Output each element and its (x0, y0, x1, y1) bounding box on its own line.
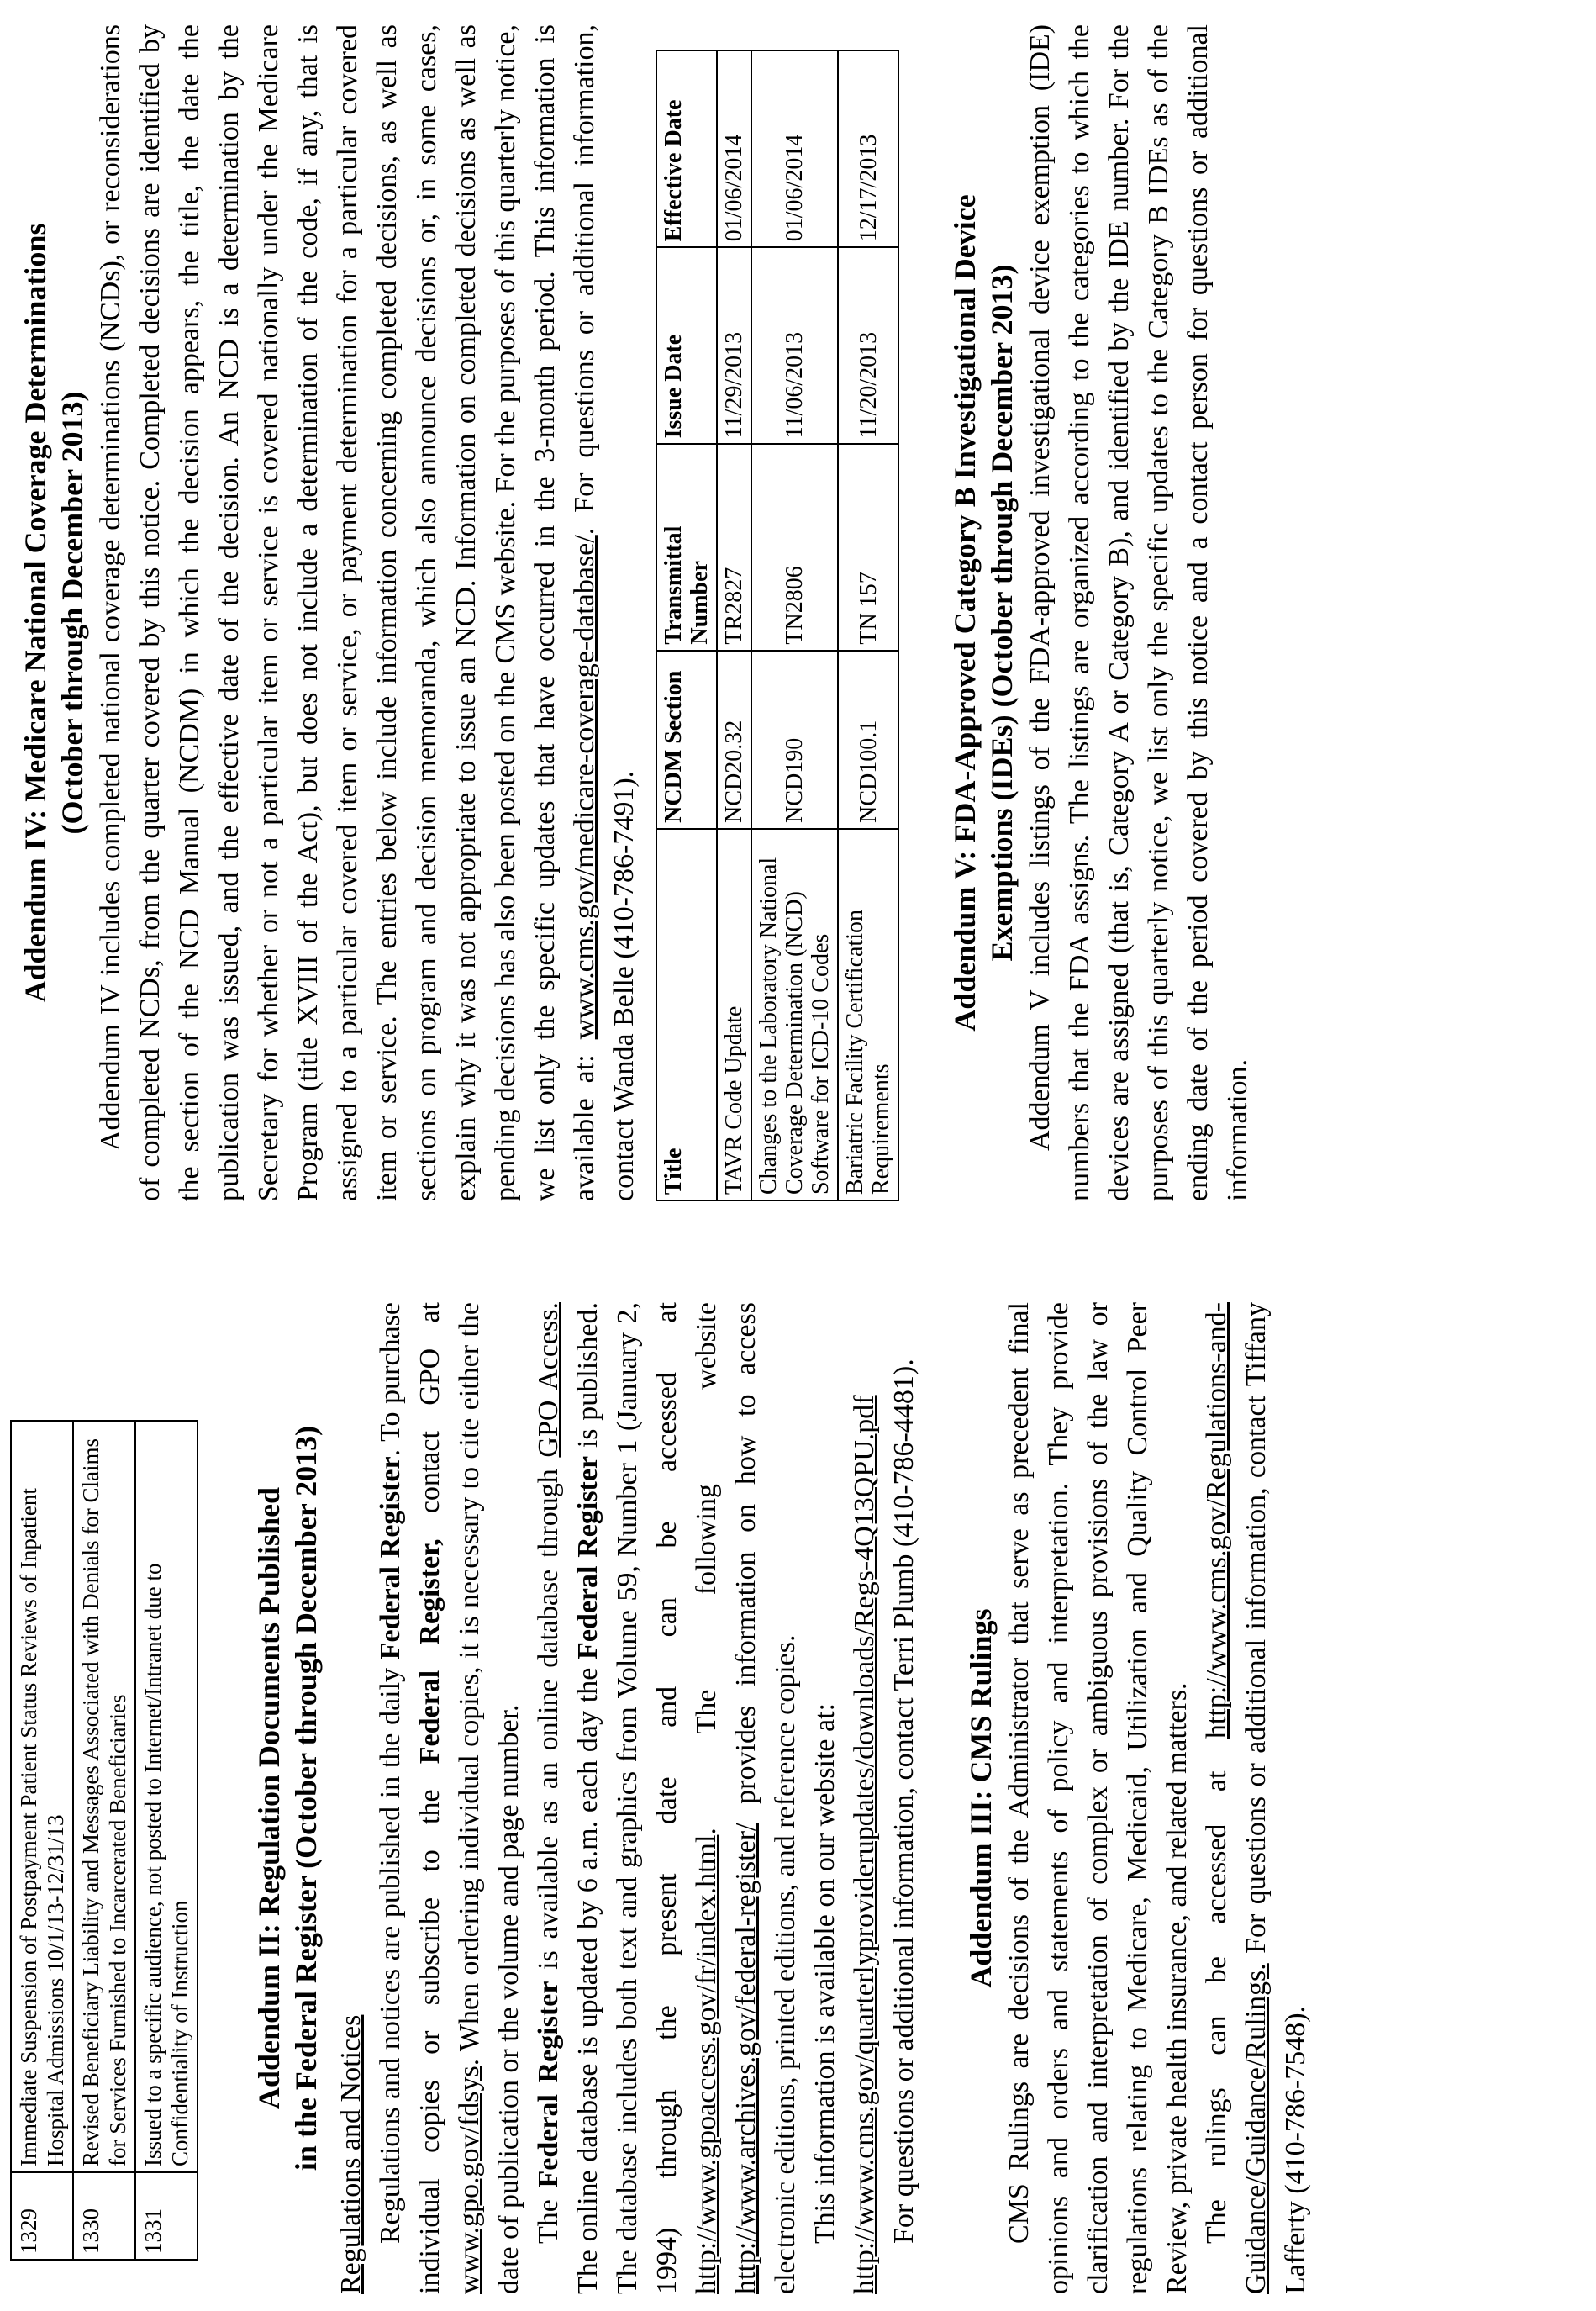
addendum3-paragraph-1: CMS Rulings are decisions of the Administrator that serve as precedent final opinions and orders and statements of policy and interpretation. They provide clarification and interpretation of complex or ambiguous provisions of the law or regulations relating to Medicare, Medicaid, Utilization and Quality Control Peer Review, private health insurance, and related matters. (1003, 1302, 1193, 2294)
addendum2-paragraph-4: For questions or additional information, contact Terri Plumb (410-786-4481). (888, 1359, 919, 2244)
addendum2-paragraph-1 (371, 1302, 529, 2294)
gpo-link[interactable]: www.gpo.gov/fdsys (454, 2066, 485, 2294)
text: Federal Register, (414, 1538, 445, 1765)
text: Federal Register (533, 1981, 564, 2188)
table-cell: 01/06/2014 (717, 50, 751, 247)
heading-line: (October through December 2013) (55, 391, 89, 835)
text: . When ordering individual copies, it is necessary to cite either the date of publication or the volume and page number. (454, 1302, 524, 2294)
text: GPO Access. (533, 1302, 564, 1458)
left-column (0, 1302, 1315, 2294)
text: For questions or additional information, contact Tiffany Lafferty (410-786-7548). (1240, 1302, 1311, 2294)
transmittal-number: 1330 (73, 2172, 135, 2260)
addendum5-heading (946, 24, 1020, 1201)
column-header: Transmittal Number (656, 444, 717, 650)
addendum4-heading (17, 24, 91, 1201)
text: The online database is updated by 6 a.m. each day the (572, 1659, 603, 2294)
addendum3-section (962, 1302, 1315, 2294)
addendum2-section (250, 1302, 924, 2294)
table-cell: NCD100.1 (838, 651, 898, 829)
column-header: Title (656, 829, 717, 1200)
ncd-table (656, 50, 899, 1201)
heading-line: in the Federal Register (October through December 2013) (289, 1425, 323, 2171)
table-cell: Changes to the Laboratory National Coverage Determination (NCD) Software for ICD-10 Codes (751, 829, 838, 1200)
table-row (135, 1421, 198, 2260)
transmittal-table (10, 1420, 198, 2261)
heading-line: Addendum V: FDA-Approved Category B Investigational Device (948, 194, 982, 1032)
addendum3-heading: Addendum III: CMS Rulings (964, 1608, 998, 1988)
column-header: Effective Date (656, 50, 717, 247)
table-row (838, 50, 898, 1200)
table-cell: TAVR Code Update (717, 829, 751, 1200)
table-cell: 11/29/2013 (717, 247, 751, 444)
addendum4-paragraph-1 (91, 24, 644, 1201)
right-column (0, 24, 1257, 1201)
addendum2-link-paragraph (845, 1302, 884, 2294)
table-row (717, 50, 751, 1200)
heading-line: Addendum II: Regulation Documents Published (252, 1486, 286, 2110)
transmittal-description: Revised Beneficiary Liability and Messages Associated with Denials for Claims for Services Furnished to Incarcerated Beneficiaries (73, 1421, 135, 2172)
addendum2-subheading: Regulations and Notices (335, 2014, 366, 2294)
addendum3-paragraph-2 (1197, 1302, 1315, 2294)
text: . For questions or additional information, contact Wanda Belle (410-786-7491). (569, 24, 640, 1201)
addendum2-paragraph-3: This information is available on our website at: (809, 1702, 840, 2244)
table-row (11, 1421, 73, 2260)
addendum2-paragraph-2 (529, 1302, 805, 2294)
regs-pdf-link[interactable]: http://www.cms.gov/quarterlyproviderupdates/downloads/Regs-4Q13QPU.pdf (849, 1395, 880, 2294)
archives-link[interactable]: http://www.archives.gov/federal-register/ (730, 1823, 761, 2294)
text: provides information on how to access electronic editions, printed editions, and reference copies. (730, 1302, 801, 2294)
column-header: NCDM Section (656, 651, 717, 829)
coverage-database-link[interactable]: www.cms.gov/medicare-coverage-database/ (569, 535, 600, 1040)
text: . To purchase individual copies or subscribe to the (375, 1302, 445, 2294)
text: The (533, 2187, 564, 2244)
heading-line: Addendum IV: Medicare National Coverage Determinations (18, 223, 52, 1003)
table-cell: NCD190 (751, 651, 838, 829)
column-header: Issue Date (656, 247, 717, 444)
addendum4-section (17, 24, 899, 1201)
transmittal-description: Issued to a specific audience, not posted to Internet/Intranet due to Confidentiality of Instruction (135, 1421, 198, 2172)
table-cell: Bariatric Facility Certification Requirements (838, 829, 898, 1200)
heading-line: Exemptions (IDEs) (October through December 2013) (985, 264, 1019, 962)
text: Federal Register (375, 1456, 406, 1660)
text: Regulations and notices are published in the daily (375, 1659, 406, 2244)
table-row (751, 50, 838, 1200)
text: is available as an online database through (533, 1457, 564, 1981)
transmittal-number: 1331 (135, 2172, 198, 2260)
addendum2-heading (250, 1302, 324, 2294)
table-cell: NCD20.32 (717, 651, 751, 829)
text: . The following website (691, 1302, 722, 1835)
table-cell: TR2827 (717, 444, 751, 650)
addendum5-section (946, 24, 1257, 1201)
text: The rulings can be accessed at (1201, 1739, 1232, 2244)
transmittal-number: 1329 (11, 2172, 73, 2260)
table-cell: 11/06/2013 (751, 247, 838, 444)
table-cell: TN 157 (838, 444, 898, 650)
text: contact GPO at (414, 1302, 445, 1539)
table-cell: 12/17/2013 (838, 50, 898, 247)
rulings-link[interactable]: http://www.cms.gov/Regulations-and-Guidance/Guidance/Rulings. (1201, 1302, 1272, 2294)
text: Federal Register (572, 1455, 603, 1659)
table-row (73, 1421, 135, 2260)
addendum5-paragraph-1: Addendum V includes listings of the FDA-approved investigational device exemption (IDE) numbers that the FDA assigns. The listings are organized according to the categories to which the devices are assigned (that is, Category A or Category B), and identified by the IDE number. For the purposes of this quarterly notice, we list only the specific updates to the Category B IDEs as of the ending date of the period covered by this notice and a contact person for questions or additional information. (1024, 24, 1253, 1201)
table-header-row (656, 50, 717, 1200)
transmittal-description: Immediate Suspension of Postpayment Patient Status Reviews of Inpatient Hospital Admissions 10/1/13-12/31/13 (11, 1421, 73, 2172)
table-cell: 11/20/2013 (838, 247, 898, 444)
gpoaccess-link[interactable]: http://www.gpoaccess.gov/fr/index.html (691, 1834, 722, 2294)
text: Addendum IV includes completed national coverage determinations (NCDs), or reconsiderations of completed NCDs, from the quarter covered by this notice. Completed decisions are identified by the section of the NCD Manual (NCDM) in which the decision appears, the title, the date the publication was issued, and the effective date of the decision. An NCD is a determination by the Secretary for whether or not a particular item or service is covered nationally under the Medicare Program (title XVIII of the Act), but does not include a determination of the code, if any, that is assigned to a particular covered item or service, or payment determination for a particular covered item or service. The entries below include information concerning completed decisions, as well as sections on program and decision memoranda, which also announce decisions or, in some cases, explain why it was not appropriate to issue an NCD. Information on completed decisions as well as pending decisions has also been posted on the CMS website. For the purposes of this quarterly notice, we list only the specific updates that have occurred in the 3-month period. This information is available at: (95, 24, 600, 1201)
table-cell: 01/06/2014 (751, 50, 838, 247)
text: is published. The database includes both text and graphics from Volume 59, Number 1 (January 2, 1994) through the present date and can be accessed at (572, 1302, 682, 2294)
table-cell: TN2806 (751, 444, 838, 650)
